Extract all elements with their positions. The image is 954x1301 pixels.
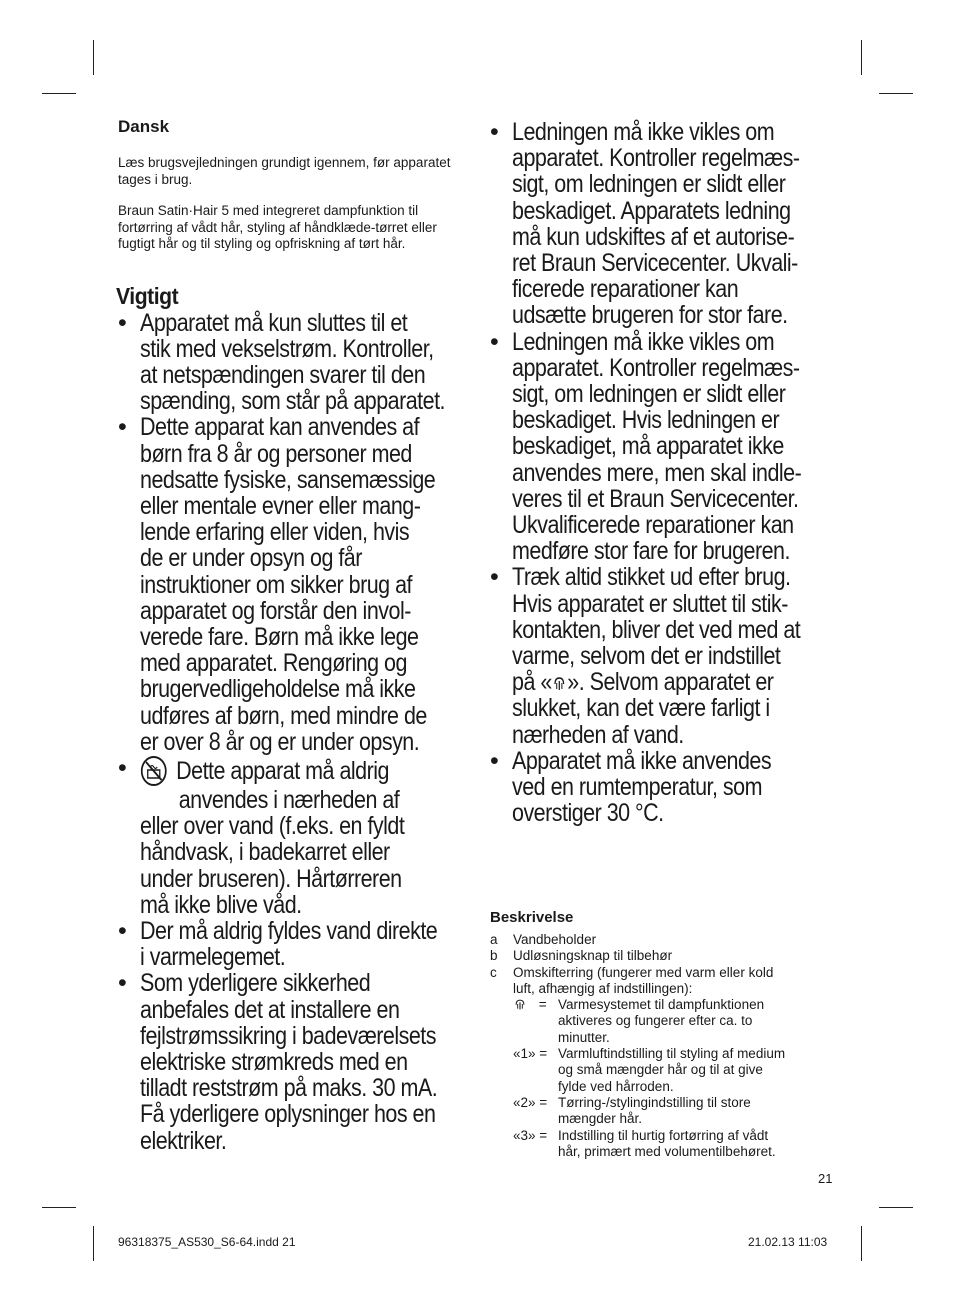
list-item: [118, 310, 468, 415]
section-heading: Dansk: [118, 117, 170, 136]
description-item: [490, 932, 840, 948]
line: sigt, om ledningen er slidt eller: [512, 380, 786, 409]
line: stik med vekselstrøm. Kontroller,: [140, 334, 434, 363]
line: er over 8 år og er under opsyn.: [140, 727, 420, 756]
crop-mark: [93, 40, 94, 75]
intro-paragraph: Braun Satin·Hair 5 med integreret dampfunktion til fortørring af vådt hår, styling af håndklæde-tørret eller fugtigt hår og til styling og opfriskning af tørt hår.: [118, 203, 437, 251]
bullet-icon: •: [490, 327, 499, 356]
line: anvendes i nærheden af: [178, 785, 400, 814]
crop-mark: [861, 40, 862, 75]
line: Som yderligere sikkerhed: [140, 969, 371, 998]
line: Apparatet må ikke anvendes: [512, 746, 772, 775]
line: udsætte brugeren for stor fare.: [512, 301, 788, 330]
list-item: [118, 414, 468, 755]
line-text: Dette apparat må aldrig: [176, 756, 389, 785]
line: Træk altid stikket ud efter brug.: [512, 563, 791, 592]
settings-list: [490, 997, 840, 1160]
line: tilladt reststrøm på maks. 30 mA.: [140, 1074, 438, 1103]
line: eller mentale evner eller mang-: [140, 491, 421, 520]
line: mængder hår.: [558, 1111, 643, 1127]
line: Varmluftindstilling til styling af medium: [558, 1046, 786, 1062]
bullet-icon: •: [118, 308, 127, 337]
line-text: ». Selvom apparatet er: [567, 668, 774, 697]
setting-key: «2» =: [513, 1094, 548, 1110]
line: beskadiget. Hvis ledningen er: [512, 406, 780, 435]
line: fejlstrømssikring i badeværelsets: [140, 1021, 437, 1050]
intro-paragraph: Læs brugsvejledningen grundigt igennem, før apparatet tages i brug.: [118, 155, 451, 187]
bullet-icon: •: [490, 118, 499, 146]
footer-date-time: 21.02.13 11:03: [748, 1235, 828, 1249]
line: hår, primært med volumentilbehøret.: [558, 1143, 776, 1159]
line: Tørring-/stylingindstilling til store: [558, 1094, 751, 1110]
line: spænding, som står på apparatet.: [140, 387, 445, 416]
crop-mark: [879, 1207, 913, 1208]
line: at netspændingen svarer til den: [140, 360, 426, 389]
line: Dette apparat kan anvendes af: [140, 413, 420, 442]
page-number: 21: [818, 1171, 833, 1186]
item-key: c: [490, 964, 497, 980]
line: varme, selvom det er indstillet: [512, 642, 781, 671]
important-heading: Vigtigt: [116, 282, 179, 309]
line: håndvask, i badekarret eller: [140, 838, 390, 867]
description-heading: Beskrivelse: [490, 909, 574, 926]
line: Ledningen må ikke vikles om: [512, 118, 775, 146]
line: veres til et Braun Servicecenter.: [512, 484, 799, 513]
line: sigt, om ledningen er slidt eller: [512, 170, 786, 199]
bullet-icon: •: [490, 746, 499, 775]
steam-icon: [552, 674, 567, 692]
line: Apparatet må kun sluttes til et: [140, 308, 408, 337]
right-column: [490, 119, 840, 826]
line: de er under opsyn og får: [140, 544, 362, 573]
crop-mark: [879, 93, 913, 94]
description-section: [490, 909, 840, 1160]
line: instruktioner om sikker brug af: [140, 570, 412, 599]
line: aktiveres og fungerer efter ca. to: [558, 1013, 753, 1029]
line: apparatet. Kontroller regelmæs-: [512, 144, 800, 173]
left-column: [118, 117, 468, 1154]
list-item: [118, 918, 468, 970]
line: må kun udskiftes af et autorise-: [512, 222, 795, 251]
setting-key: [513, 997, 558, 1046]
no-water-warning-icon: [140, 755, 168, 787]
line: minutter.: [558, 1029, 610, 1045]
line: beskadiget. Apparatets ledning: [512, 196, 791, 225]
setting-text: [558, 1128, 776, 1161]
line: elektriske strømkreds med en: [140, 1047, 408, 1076]
footer-file-info: 96318375_AS530_S6-64.indd 21: [118, 1235, 296, 1249]
line: elektriker.: [140, 1126, 227, 1155]
crop-mark: [861, 1226, 862, 1261]
line: apparatet. Kontroller regelmæs-: [512, 353, 800, 382]
list-item: [490, 748, 840, 827]
line: ved en rumtemperatur, som: [512, 773, 763, 802]
line: børn fra 8 år og personer med: [140, 439, 412, 468]
item-key: b: [490, 948, 498, 964]
line: udføres af børn, med mindre de: [140, 701, 427, 730]
line: Indstilling til hurtig fortørring af vådt: [558, 1127, 769, 1143]
bullet-icon: •: [118, 916, 127, 945]
line: Ledningen må ikke vikles om: [512, 327, 775, 356]
line: og små mængder hår og til at give: [558, 1062, 763, 1078]
setting-item: [513, 1046, 840, 1095]
setting-item: [513, 1128, 840, 1161]
item-key: a: [490, 932, 498, 947]
line: beskadiget, må apparatet ikke: [512, 432, 784, 461]
bullet-icon: •: [118, 969, 127, 998]
steam-icon: [513, 997, 527, 1011]
line: Ukvalificerede reparationer kan: [512, 511, 794, 540]
line: nedsatte fysiske, sansemæssige: [140, 465, 436, 494]
crop-mark: [42, 93, 76, 94]
line-text: på «: [512, 668, 552, 697]
list-item: [490, 329, 840, 565]
bullet-icon: •: [118, 413, 127, 442]
setting-key-text: =: [538, 997, 547, 1013]
list-item: [118, 755, 468, 918]
setting-text: [558, 1046, 785, 1095]
line: [140, 755, 389, 787]
setting-text: [558, 997, 764, 1046]
item-text: [513, 965, 773, 998]
line: anvendes mere, men skal indle-: [512, 458, 802, 487]
line: verede fare. Børn må ikke lege: [140, 622, 419, 651]
line: overstiger 30 °C.: [512, 799, 664, 828]
line: under bruseren). Hårtørreren: [140, 864, 402, 893]
line: ret Braun Servicecenter. Ukvali-: [512, 249, 798, 278]
line: Hvis apparatet er sluttet til stik-: [512, 589, 788, 618]
line: kontakten, bliver det ved med at: [512, 615, 801, 644]
item-text: Vandbeholder: [513, 932, 597, 947]
line: må ikke blive våd.: [140, 890, 302, 919]
bullet-icon: •: [490, 563, 499, 592]
safety-list-right: [490, 119, 840, 826]
line: medføre stor fare for brugeren.: [512, 537, 790, 566]
setting-item: [513, 997, 840, 1046]
description-item: [490, 965, 840, 998]
list-item: [490, 119, 840, 329]
line: [512, 669, 773, 695]
line: apparatet og forstår den invol-: [140, 596, 411, 625]
line: nærheden af vand.: [512, 720, 684, 749]
line: i varmelegemet.: [140, 943, 286, 972]
line: Der må aldrig fyldes vand direkte: [140, 916, 438, 945]
line: Omskifterring (fungerer med varm eller kold: [513, 964, 774, 980]
line: luft, afhængig af indstillingen):: [513, 980, 693, 996]
description-item: [490, 948, 840, 964]
list-item: [118, 970, 468, 1153]
line: eller over vand (f.eks. en fyldt: [140, 812, 405, 841]
line: med apparatet. Rengøring og: [140, 649, 407, 678]
list-item: [490, 564, 840, 747]
setting-item: [513, 1095, 840, 1128]
line: lende erfaring eller viden, hvis: [140, 518, 410, 547]
line: Få yderligere oplysninger hos en: [140, 1100, 436, 1129]
setting-key: «1» =: [513, 1046, 548, 1062]
setting-key: «3» =: [513, 1127, 548, 1143]
safety-list-left: [118, 310, 468, 1154]
bullet-icon: •: [118, 753, 127, 782]
setting-text: [558, 1095, 751, 1128]
line: slukket, kan det være farligt i: [512, 694, 770, 723]
line: Varmesystemet til dampfunktionen: [558, 997, 765, 1013]
line: anbefales det at installere en: [140, 995, 400, 1024]
crop-mark: [42, 1207, 76, 1208]
crop-mark: [93, 1226, 94, 1261]
line: fylde ved hårroden.: [558, 1078, 674, 1094]
line: brugervedligeholdelse må ikke: [140, 675, 416, 704]
item-text: Udløsningsknap til tilbehør: [513, 948, 673, 964]
line: ficerede reparationer kan: [512, 275, 739, 304]
